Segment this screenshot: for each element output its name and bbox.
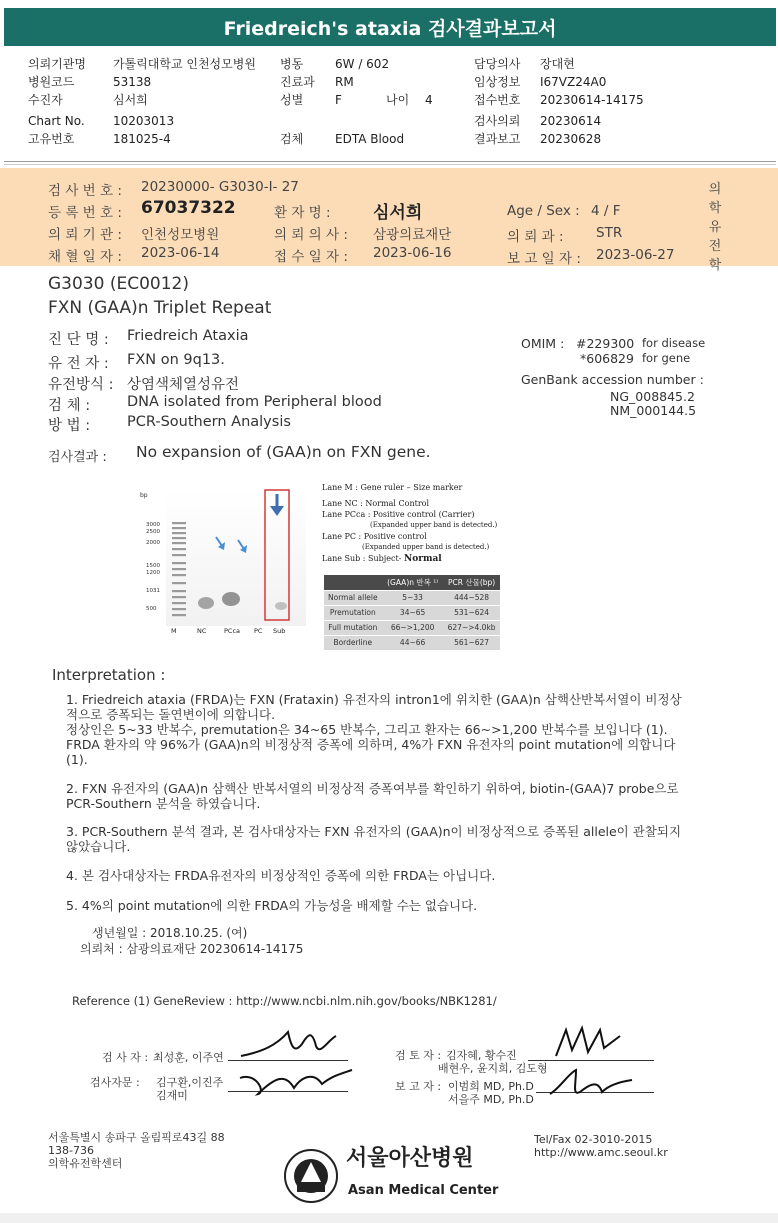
- hospital-name-ko: 서울아산병원: [346, 1146, 474, 1171]
- tester-label: 검 사 자 :: [102, 1051, 149, 1064]
- interp-item-1b: 정상인은 5~33 반복수, premutation은 34~65 반복수, 그리고 환자는 66~>1,200 반복수를 보입니다 (1).: [66, 722, 668, 737]
- table-cell: Premutation: [324, 605, 382, 620]
- marker-band: [172, 608, 186, 610]
- interpretation-title: Interpretation :: [52, 666, 166, 684]
- header-field-label: 나이: [386, 93, 410, 107]
- header-field-label: 성별: [280, 93, 304, 107]
- signature-icon: [546, 1062, 636, 1102]
- marker-label: 2000: [146, 540, 160, 546]
- advisor-1: 김구환,이진주: [156, 1076, 224, 1089]
- header-field-value: F: [335, 93, 342, 107]
- receipt-date: 2023-06-16: [373, 245, 452, 261]
- marker-band: [172, 614, 186, 616]
- table-cell: 44~66: [382, 635, 444, 650]
- table-row: [324, 620, 500, 635]
- tester: 최성훈, 이주연: [153, 1051, 224, 1064]
- table-cell: Borderline: [324, 635, 382, 650]
- lane-label: PC: [254, 627, 263, 635]
- marker-band: [172, 542, 186, 544]
- receipt-label: 접 수 일 자 :: [274, 249, 348, 265]
- marker-label: 1031: [146, 588, 160, 594]
- method-label: 방 법 :: [48, 418, 91, 434]
- gene: FXN on 9q13.: [127, 352, 225, 368]
- interp-item-5: 5. 4%의 point mutation에 의한 FRDA의 가능성을 배제할 수는 없습니다.: [66, 898, 478, 913]
- result: No expansion of (GAA)n on FXN gene.: [136, 443, 431, 461]
- diagnosis: Friedreich Ataxia: [127, 328, 249, 344]
- subject-result: Normal: [403, 554, 442, 564]
- reviewer-2: 배현우, 윤지희, 김도형: [438, 1062, 548, 1075]
- report-label: 보 고 일 자 :: [507, 251, 581, 267]
- asan-foundation-seal-icon: [283, 1148, 339, 1204]
- inheritance: 상염색체열성유전: [127, 377, 240, 393]
- dob: 생년월일 : 2018.10.25. (여): [92, 926, 248, 940]
- address-3: 의학유전학센터: [48, 1157, 123, 1170]
- table-row: [324, 590, 500, 605]
- marker-label: 500: [146, 606, 157, 612]
- inst: 인천성모병원: [141, 227, 220, 243]
- interp-item-3: 3. PCR-Southern 분석 결과, 본 검사대상자는 FXN 유전자의 (GAA)n이 비정상적으로 증폭된 allele이 관찰되지 않았습니다.: [66, 824, 682, 854]
- address-1: 서울특별시 송파구 올림픽로43길 88: [48, 1131, 225, 1144]
- header-field-label: 검체: [280, 132, 304, 146]
- header-field-label: 임상정보: [474, 75, 521, 89]
- gel-unit: bp: [140, 492, 148, 499]
- specimen-label: 검 체 :: [48, 398, 91, 414]
- reference: Reference (1) GeneReview : http://www.ncbi.nlm.nih.gov/books/NBK1281/: [72, 994, 497, 1008]
- dept: STR: [596, 225, 623, 241]
- legend-line: (Expanded upper band is detected.): [362, 543, 490, 551]
- header-field-value: 181025-4: [113, 132, 171, 146]
- patient-name: 심서희: [373, 203, 423, 223]
- marker-band: [172, 537, 186, 539]
- side-char: 유: [708, 220, 722, 235]
- reviewer-1: 김자혜, 황수진: [446, 1049, 517, 1062]
- marker-band: [172, 596, 186, 598]
- marker-band: [172, 568, 186, 570]
- exam-no-label: 검 사 번 호 :: [48, 183, 122, 199]
- sub-band: [275, 602, 287, 610]
- header-field-label: 검사의뢰: [474, 114, 521, 128]
- nc-band: [198, 597, 214, 609]
- marker-band: [172, 527, 186, 529]
- age-sex: 4 / F: [591, 203, 621, 219]
- interp-item-1c: FRDA 환자의 약 96%가 (GAA)n의 비정상적 증폭에 의하며, 4%가 FXN 유전자의 point mutation에 의합니다 (1).: [66, 737, 676, 767]
- result-label: 검사결과 :: [48, 450, 107, 465]
- referrer: 의뢰처 : 삼광의료재단 20230614-14175: [80, 942, 304, 956]
- genbank-2: NM_000144.5: [610, 403, 697, 418]
- patient-label: 환 자 명 :: [274, 205, 331, 221]
- marker-label: 1500: [146, 563, 160, 569]
- interp-item-4: 4. 본 검사대상자는 FRDA유전자의 비정상적인 증폭에 의한 FRDA는 아닙니다.: [66, 868, 496, 883]
- dept-vertical-label: [707, 180, 723, 275]
- side-char: 전: [708, 239, 722, 254]
- telfax: Tel/Fax 02-3010-2015: [534, 1133, 653, 1146]
- marker-band: [172, 548, 186, 550]
- header-field-value: 20230628: [540, 132, 602, 146]
- table-cell: 627~>4.0kb: [444, 620, 500, 635]
- specimen: DNA isolated from Peripheral blood: [127, 394, 382, 410]
- marker-label: 3000: [146, 522, 160, 528]
- marker-band: [172, 582, 186, 584]
- table-header: [324, 575, 382, 590]
- table-cell: 531~624: [444, 605, 500, 620]
- table-cell: 66~>1,200: [382, 620, 444, 635]
- collect-date: 2023-06-14: [141, 245, 220, 261]
- header-field-value: 10203013: [113, 114, 175, 128]
- table-cell: Full mutation: [324, 620, 382, 635]
- dept-label: 의 뢰 과 :: [507, 229, 564, 245]
- header-field-value: 20230614-14175: [540, 93, 644, 107]
- table-row: [324, 605, 500, 620]
- header-field-value: 장대현: [540, 57, 575, 71]
- header-field-value: 6W / 602: [335, 57, 390, 71]
- advisor-label: 검사자문 :: [90, 1076, 140, 1089]
- header-field-value: 가톨릭대학교 인천성모병원: [113, 57, 256, 71]
- report-title: Friedreich's ataxia 검사결과보고서: [4, 8, 776, 46]
- signature-icon: [548, 1022, 638, 1062]
- test-name: FXN (GAA)n Triplet Repeat: [48, 298, 272, 318]
- doctor: 삼광의료재단: [373, 227, 452, 243]
- omim-disease: #229300: [576, 336, 635, 351]
- method: PCR-Southern Analysis: [127, 414, 291, 430]
- marker-band: [172, 602, 186, 604]
- side-char: 의: [708, 182, 722, 197]
- inheritance-label: 유전방식 :: [48, 377, 114, 393]
- marker-label: 1200: [146, 570, 160, 576]
- marker-label: 2500: [146, 529, 160, 535]
- legend-line: (Expanded upper band is detected.): [370, 521, 498, 529]
- side-char: 학: [708, 258, 722, 273]
- header-field-value: 4: [425, 93, 433, 107]
- gel-legend: [322, 482, 512, 565]
- header-field-label: 수진자: [28, 93, 63, 107]
- table-header: PCR 산물(bp): [444, 575, 500, 590]
- header-field-value: EDTA Blood: [335, 132, 405, 146]
- age-sex-label: Age / Sex :: [507, 203, 580, 219]
- marker-band: [172, 532, 186, 534]
- marker-band: [172, 522, 186, 524]
- header-field-value: I67VZ24A0: [540, 75, 607, 89]
- interp-item-1: 1. Friedreich ataxia (FRDA)는 FXN (Frataxin) 유전자의 intron1에 위치한 (GAA)n 삼핵산반복서열이 비정상적으로 증폭되는 돌연변이에 의합니다.: [66, 692, 682, 722]
- header-field-label: 병원코드: [28, 75, 75, 89]
- table-cell: Normal allele: [324, 590, 382, 605]
- header-field-label: 의뢰기관명: [28, 57, 86, 71]
- marker-band: [172, 590, 186, 592]
- omim-gene-note: for gene: [642, 351, 691, 365]
- header-field-label: 결과보고: [474, 132, 521, 146]
- omim-gene: *606829: [580, 351, 634, 366]
- header-divider: [4, 161, 776, 162]
- signature-icon: [236, 1062, 356, 1098]
- test-code: G3030 (EC0012): [48, 274, 189, 294]
- address-2: 138-736: [48, 1144, 94, 1157]
- header-divider-2: [4, 164, 776, 165]
- header-field-label: 진료과: [280, 75, 315, 89]
- reviewer-label: 검 토 자 :: [395, 1049, 442, 1062]
- table-cell: 34~65: [382, 605, 444, 620]
- legend-line: Lane PC : Positive control: [322, 532, 427, 541]
- hospital-name-en: Asan Medical Center: [348, 1183, 499, 1198]
- marker-band: [172, 554, 186, 556]
- report-date: 2023-06-27: [596, 247, 675, 263]
- reporter-1: 이범희 MD, Ph.D: [448, 1080, 534, 1093]
- page-bottom-strip: [0, 1213, 778, 1223]
- legend-line: Lane Sub : Subject-: [322, 554, 402, 563]
- reg-no-label: 등 록 번 호 :: [48, 205, 122, 221]
- omim-label: OMIM :: [521, 336, 565, 351]
- gel-image: [140, 482, 308, 638]
- table-cell: 444~528: [444, 590, 500, 605]
- lane-label: NC: [197, 627, 207, 635]
- marker-band: [172, 574, 186, 576]
- table-cell: 5~33: [382, 590, 444, 605]
- header-field-label: 접수번호: [474, 93, 521, 107]
- inst-label: 의 뢰 기 관 :: [48, 227, 122, 243]
- exam-no: 20230000- G3030-I- 27: [141, 179, 299, 195]
- advisor-2: 김재미: [156, 1089, 188, 1102]
- header-field-label: 담당의사: [474, 57, 521, 71]
- legend-line: Lane NC : Normal Control: [322, 499, 430, 508]
- pcca-band: [222, 592, 240, 606]
- doctor-label: 의 뢰 의 사 :: [274, 227, 348, 243]
- header-field-value: 20230614: [540, 114, 602, 128]
- header-field-value: RM: [335, 75, 354, 89]
- gene-label: 유 전 자 :: [48, 356, 109, 372]
- marker-band: [172, 562, 186, 564]
- header-field-label: 고유번호: [28, 132, 75, 146]
- genbank-1: NG_008845.2: [610, 389, 695, 404]
- header-field-label: 병동: [280, 57, 304, 71]
- legend-line: Lane M : Gene ruler – Size marker: [322, 483, 463, 492]
- interp-item-2: 2. FXN 유전자의 (GAA)n 삼핵산 반복서열의 비정상적 증폭여부를 확인하기 위하여, biotin-(GAA)7 probe으로 PCR-Southern 분석을 하였습니다.: [66, 781, 679, 811]
- reporter-2: 서을주 MD, Ph.D: [448, 1093, 534, 1106]
- legend-line: Lane PCca : Positive control (Carrier): [322, 510, 475, 519]
- lane-label: Sub: [273, 627, 286, 635]
- side-char: 학: [708, 201, 722, 216]
- collect-label: 채 혈 일 자 :: [48, 249, 122, 265]
- lane-label: PCca: [224, 627, 241, 635]
- genbank-label: GenBank accession number :: [521, 372, 704, 387]
- reporter-label: 보 고 자 :: [395, 1080, 442, 1093]
- table-header: (GAA)n 반복 ¹⁾: [382, 575, 444, 590]
- lane-label: M: [171, 627, 177, 635]
- signature-icon: [236, 1022, 346, 1062]
- website: http://www.amc.seoul.kr: [534, 1146, 668, 1159]
- table-row: [324, 635, 500, 650]
- header-field-label: Chart No.: [28, 114, 85, 128]
- diagnosis-label: 진 단 명 :: [48, 332, 109, 348]
- omim-disease-note: for disease: [642, 336, 706, 350]
- reg-no: 67037322: [141, 198, 236, 218]
- header-field-value: 53138: [113, 75, 152, 89]
- header-field-value: 심서희: [113, 93, 148, 107]
- table-cell: 561~627: [444, 635, 500, 650]
- repeat-range-table: [324, 575, 500, 651]
